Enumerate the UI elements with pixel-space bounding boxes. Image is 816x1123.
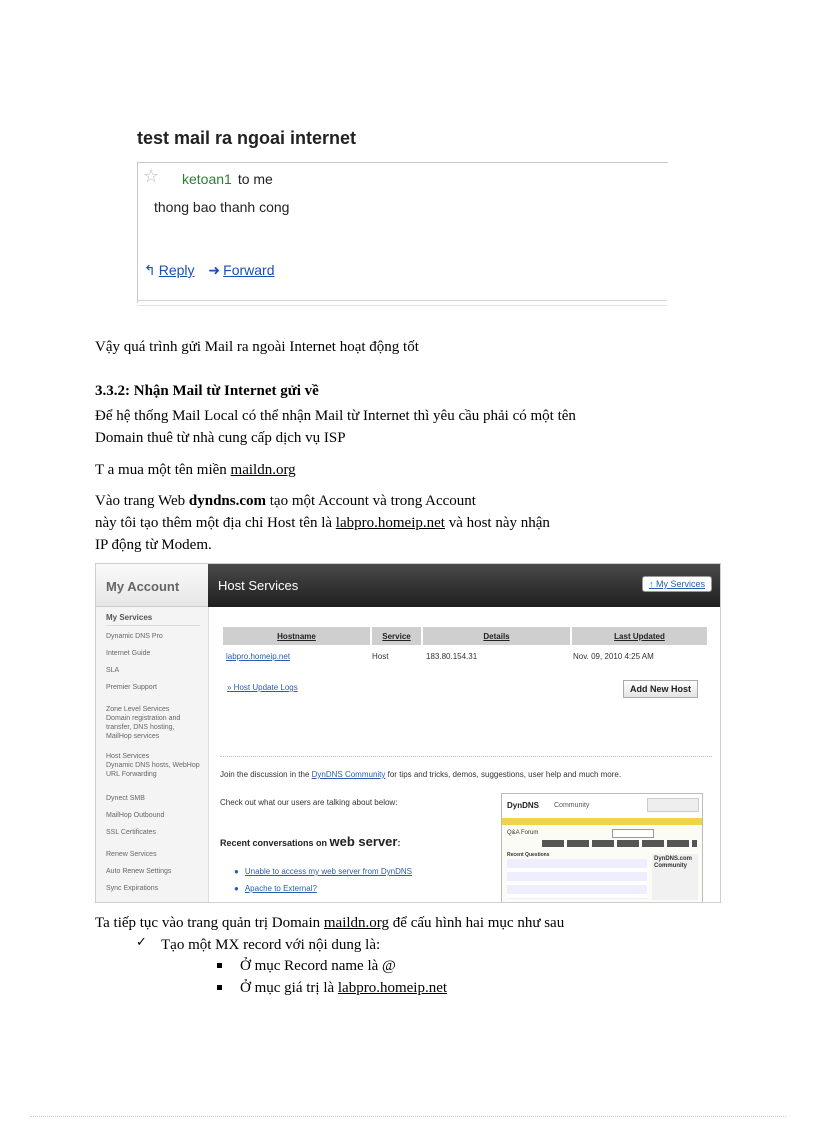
check-out-text: Check out what our users are talking about below:: [220, 798, 398, 807]
column-header[interactable]: Last Updated: [571, 627, 708, 645]
text: Ở mục giá trị là: [240, 980, 338, 996]
conversation-item: [234, 867, 412, 876]
host-table: [223, 627, 709, 667]
paragraph: [95, 914, 564, 932]
service-cell: Host: [372, 651, 389, 661]
sidebar-item[interactable]: Sync Expirations: [106, 885, 159, 892]
paragraph: [95, 461, 296, 479]
last-updated-cell: Nov. 09, 2010 4:25 AM: [573, 651, 654, 661]
sidebar-item[interactable]: MailHop Outbound: [106, 812, 165, 819]
dyndns-screenshot: [95, 563, 721, 903]
page-footer-line: [30, 1116, 786, 1117]
site-name: dyndns.com: [188, 493, 267, 509]
text: Ta tiếp tục vào trang quản trị Domain: [95, 915, 324, 931]
square-bullet-icon: [217, 963, 222, 968]
thumbnail-question-rows: [507, 859, 647, 899]
email-actions: [144, 262, 275, 279]
sidebar-title: My Services: [106, 613, 200, 626]
text: và host này nhận: [444, 515, 550, 531]
text: để cấu hình hai mục như sau: [389, 915, 565, 931]
thumbnail-recent-questions: Recent Questions: [507, 852, 550, 858]
dyndns-logo: DynDNS: [507, 801, 540, 810]
text: này tôi tạo thêm một địa chỉ Host tên là: [95, 515, 336, 531]
sidebar-item[interactable]: SLA: [106, 667, 120, 674]
sidebar-header: My Account: [96, 564, 208, 607]
sidebar: [96, 564, 209, 902]
host-name: labpro.homeip.net: [337, 980, 448, 996]
sidebar-item[interactable]: Dynect SMB: [106, 795, 145, 802]
text: for tips and tricks, demos, suggestions, user help and much more.: [385, 770, 622, 779]
thumbnail-search-box: [612, 829, 654, 838]
text: :: [397, 838, 401, 848]
topic: web server: [329, 834, 398, 849]
community-text: [220, 770, 621, 779]
thumbnail-buttons: [542, 840, 697, 847]
sidebar-item[interactable]: Premier Support: [106, 684, 157, 691]
paragraph: Domain thuê từ nhà cung cấp dịch vụ ISP: [95, 430, 346, 446]
text: Recent conversations on: [220, 838, 330, 848]
section-heading: 3.3.2: Nhận Mail từ Internet gửi về: [95, 383, 319, 399]
domain-link: maildn.org: [323, 915, 390, 931]
sidebar-item[interactable]: Renew Services: [106, 851, 157, 858]
text: Join the discussion in the: [220, 770, 312, 779]
paragraph: Để hệ thống Mail Local có thể nhận Mail từ Internet thì yêu cầu phải có một tên: [95, 408, 576, 424]
paragraph: Vậy quá trình gửi Mail ra ngoài Internet hoạt động tốt: [95, 339, 419, 355]
column-header[interactable]: Service: [371, 627, 422, 645]
sub-list-item: Ở mục Record name là @: [240, 958, 396, 974]
email-sender-line: [182, 171, 273, 187]
table-header-row: [223, 627, 708, 645]
email-subject: test mail ra ngoai internet: [137, 128, 357, 148]
star-icon[interactable]: ☆: [143, 166, 160, 187]
paragraph: [95, 514, 550, 532]
page-title: Host Services: [218, 578, 299, 593]
domain-link: maildn.org: [230, 462, 296, 478]
text: tạo một Account và trong Account: [266, 493, 476, 509]
host-name: labpro.homeip.net: [335, 515, 445, 531]
thumbnail-sidebar-title: DynDNS.com Community: [654, 856, 693, 869]
conversation-link[interactable]: Apache to External?: [244, 884, 317, 893]
community-link[interactable]: DynDNS Community: [311, 770, 386, 779]
checkmark-icon: ✓: [136, 935, 147, 950]
page-header: [208, 564, 720, 607]
paragraph: [95, 492, 476, 510]
forward-arrow-icon[interactable]: ➜: [208, 263, 221, 279]
divider: [220, 756, 712, 757]
my-services-button[interactable]: ↑ My Services: [642, 576, 712, 592]
divider: [137, 305, 667, 306]
thumbnail-community-label: Community: [554, 802, 590, 809]
paragraph: IP động từ Modem.: [95, 537, 212, 553]
conversation-item: [234, 884, 317, 893]
recipient-label: to me: [237, 171, 273, 187]
column-header[interactable]: Hostname: [223, 627, 371, 645]
sidebar-item[interactable]: SSL Certificates: [106, 829, 156, 836]
reply-link[interactable]: Reply: [158, 262, 195, 278]
text: T a mua một tên miền: [95, 462, 231, 478]
thumbnail-login-box: [647, 798, 699, 812]
thumbnail-forum-title: Q&A Forum: [507, 830, 539, 836]
forward-link[interactable]: Forward: [223, 262, 275, 278]
sidebar-item[interactable]: Dynamic DNS Pro: [106, 633, 163, 640]
sidebar-item[interactable]: Zone Level Services: [106, 706, 170, 713]
divider: [137, 300, 667, 301]
details-cell: 183.80.154.31: [426, 651, 478, 661]
table-row: [223, 645, 708, 667]
email-body: thong bao thanh cong: [154, 199, 290, 215]
sidebar-item-desc: Dynamic DNS hosts, WebHop URL Forwarding: [106, 762, 200, 778]
sidebar-item[interactable]: Host Services: [106, 753, 150, 760]
list-item: Tạo một MX record với nội dung là:: [161, 937, 381, 953]
conversation-link[interactable]: Unable to access my web server from DynDNS: [244, 867, 413, 876]
add-new-host-button[interactable]: Add New Host: [623, 680, 698, 698]
community-thumbnail[interactable]: [501, 793, 703, 903]
reply-arrow-icon[interactable]: ↰: [144, 263, 156, 279]
sub-list-item: [240, 979, 447, 997]
host-update-logs-link[interactable]: » Host Update Logs: [227, 683, 298, 692]
bullet-icon: ●: [234, 867, 239, 876]
hostname-link[interactable]: labpro.homeip.net: [226, 651, 291, 661]
thumbnail-nav-bar: [502, 818, 702, 825]
text: Vào trang Web: [95, 493, 189, 509]
sidebar-item[interactable]: Internet Guide: [106, 650, 151, 657]
sidebar-item[interactable]: Auto Renew Settings: [106, 868, 172, 875]
column-header[interactable]: Details: [422, 627, 571, 645]
recent-conversations-heading: [220, 834, 400, 849]
sidebar-item-desc: Domain registration and transfer, DNS hosting, MailHop services: [106, 715, 181, 740]
sender-name[interactable]: ketoan1: [182, 171, 232, 187]
bullet-icon: ●: [234, 884, 239, 893]
square-bullet-icon: [217, 985, 222, 990]
